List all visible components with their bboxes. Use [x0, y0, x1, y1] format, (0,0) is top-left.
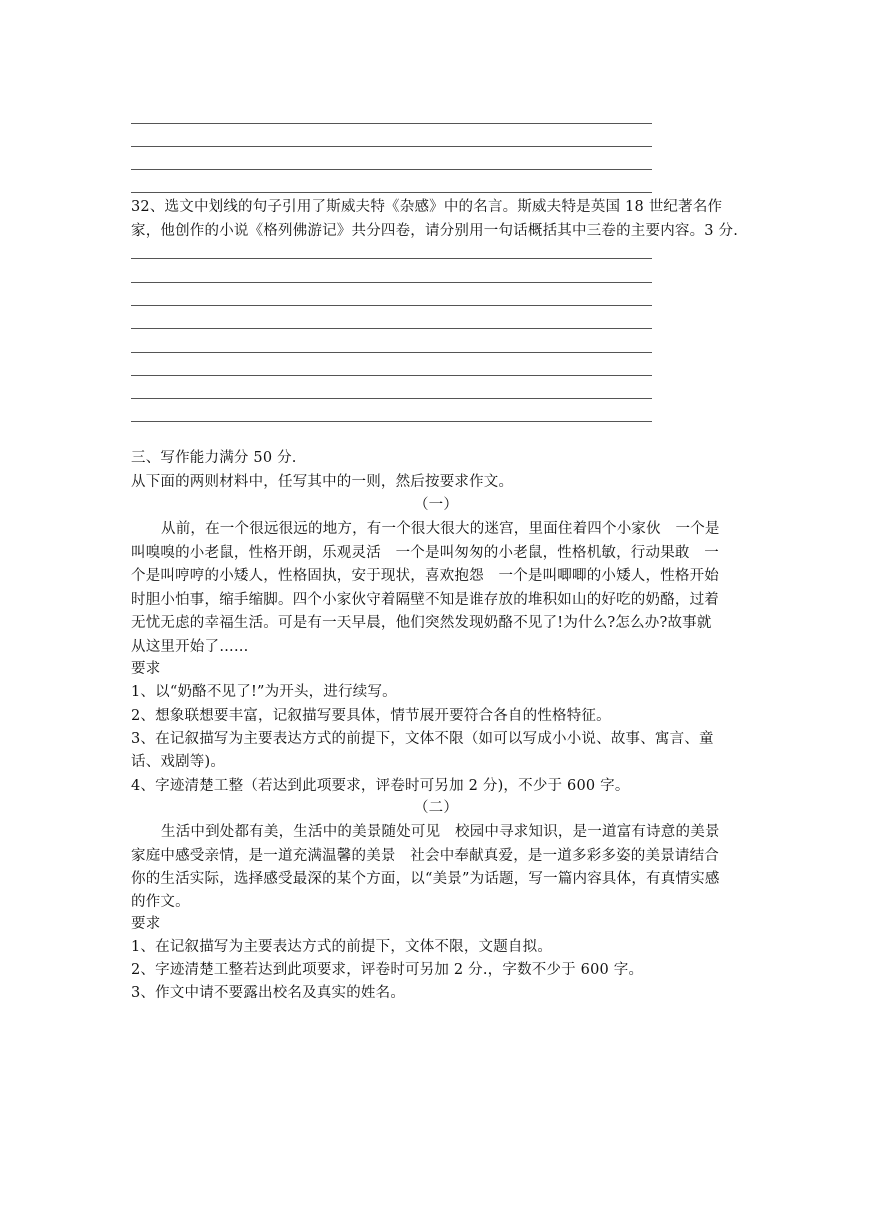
- material-2-requirement: 1、在记叙描写为主要表达方式的前提下，文体不限，文题自拟。: [131, 939, 553, 955]
- answer-line[interactable]: [131, 305, 652, 306]
- material-2-label: （二）: [413, 800, 459, 816]
- material-2-paragraph-line: 你的生活实际，选择感受最深的某个方面，以“美景”为话题，写一篇内容具体，有真情实感: [131, 871, 720, 887]
- material-2-paragraph-line: 生活中到处都有美，生活中的美景随处可见 校园中寻求知识，是一道富有诗意的美景: [161, 824, 720, 840]
- material-1-paragraph-line: 无忧无虑的幸福生活。可是有一天早晨，他们突然发现奶酪不见了!为什么?怎么办?故事就: [131, 615, 712, 631]
- material-2-requirement: 2、字迹清楚工整若达到此项要求，评卷时可另加 2 分.，字数不少于 600 字。: [131, 962, 644, 978]
- answer-line[interactable]: [131, 123, 652, 124]
- material-2-paragraph-line: 家庭中感受亲情，是一道充满温馨的美景 社会中奉献真爱，是一道多彩多姿的美景请结合: [131, 848, 719, 864]
- material-1-paragraph-line: 个是叫哼哼的小矮人，性格固执，安于现状，喜欢抱怨 一个是叫唧唧的小矮人，性格开始: [131, 568, 719, 584]
- material-1-requirements-title: 要求: [131, 661, 161, 677]
- answer-line[interactable]: [131, 146, 652, 147]
- section-heading: 三、写作能力满分 50 分.: [131, 450, 297, 466]
- answer-line[interactable]: [131, 352, 652, 353]
- answer-line[interactable]: [131, 328, 652, 329]
- question-32-line-2: 家，他创作的小说《格列佛游记》共分四卷，请分别用一句话概括其中三卷的主要内容。3 分.: [131, 223, 739, 239]
- answer-line[interactable]: [131, 258, 652, 259]
- material-2-paragraph-line: 的作文。: [131, 894, 190, 910]
- material-1-label: （一）: [413, 497, 459, 513]
- material-1-paragraph-line: 时胆小怕事，缩手缩脚。四个小家伙守着隔壁不知是谁存放的堆积如山的好吃的奶酪，过着: [131, 592, 719, 608]
- question-32-line-1: 32、选文中划线的句子引用了斯威夫特《杂感》中的名言。斯威夫特是英国 18 世纪著名作: [131, 199, 723, 215]
- material-1-requirement: 4、字迹清楚工整（若达到此项要求，评卷时可另加 2 分)，不少于 600 字。: [131, 778, 630, 794]
- material-1-paragraph-line: 从这里开始了……: [131, 639, 249, 655]
- answer-line[interactable]: [131, 421, 652, 422]
- material-1-requirement: 2、想象联想要丰富，记叙描写要具体，情节展开要符合各自的性格特征。: [131, 708, 611, 724]
- answer-line[interactable]: [131, 169, 652, 170]
- material-1-requirement: 3、在记叙描写为主要表达方式的前提下，文体不限（如可以写成小小说、故事、寓言、童: [131, 731, 714, 747]
- section-instruction: 从下面的两则材料中，任写其中的一则，然后按要求作文。: [131, 474, 514, 490]
- answer-line[interactable]: [131, 192, 652, 193]
- material-2-requirement: 3、作文中请不要露出校名及真实的姓名。: [131, 985, 406, 1001]
- answer-line[interactable]: [131, 282, 652, 283]
- material-1-requirement: 话、戏剧等)。: [131, 754, 226, 770]
- answer-line[interactable]: [131, 398, 652, 399]
- material-2-requirements-title: 要求: [131, 916, 161, 932]
- material-1-paragraph-line: 从前，在一个很远很远的地方，有一个很大很大的迷宫，里面住着四个小家伙 一个是: [161, 521, 720, 537]
- material-1-requirement: 1、以“奶酪不见了!”为开头，进行续写。: [131, 684, 397, 700]
- material-1-paragraph-line: 叫嗅嗅的小老鼠，性格开朗，乐观灵活 一个是叫匆匆的小老鼠，性格机敏，行动果敢 一: [131, 545, 719, 561]
- answer-line[interactable]: [131, 375, 652, 376]
